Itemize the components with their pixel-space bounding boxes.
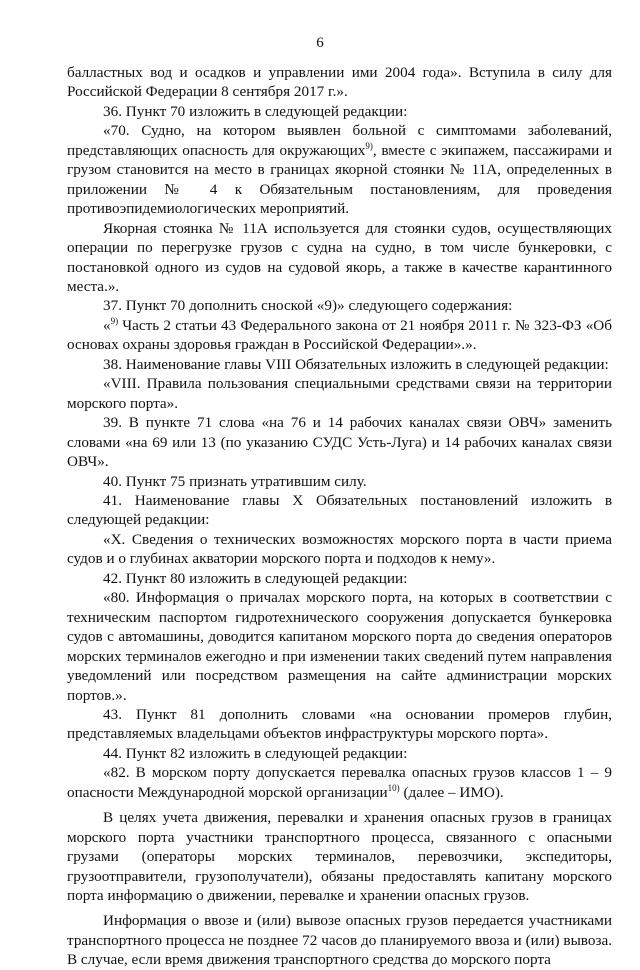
- paragraph-item-41: 41. Наименование главы X Обязательных постановлений изложить в следующей редакции:: [67, 491, 612, 529]
- paragraph-1: балластных вод и осадков и управлении ими 2004 года». Вступила в силу для Российской Федерации 8 сентября 2017 г.».: [67, 64, 612, 101]
- paragraph-item-42: 42. Пункт 80 изложить в следующей редакции:: [103, 569, 408, 587]
- paragraph-point-70: [67, 121, 612, 218]
- paragraph-point-80: «80. Информация о причалах морского порта, на которых в соответствии с техническим паспортом гидротехнического сооружения допускается бункеровка судов с автомашины, доводится капитаном морского порта до сведения операторов морских терминалов ежегодно и при изменении таких сведений путем направления уведомлений или посредством размещения на сайте администрации морских портов.».: [67, 589, 612, 704]
- point-82-text-before: «82. В морском порту допускается перевалка опасных грузов классов 1 – 9 опасности Международной морской организации: [67, 764, 612, 801]
- footnote-ref-9: 9): [365, 140, 373, 151]
- paragraph-item-43: 43. Пункт 81 дополнить словами «на основании промеров глубин, представляемых владельцами объектов инфраструктуры морского порта».: [67, 705, 612, 743]
- paragraph-import-export-info: Информация о ввозе и (или) вывозе опасных грузов передается участниками транспортного процесса не позднее 72 часов до планируемого ввоза и (или) вывоза. В случае, если время движения транспортного средства до морского порта: [67, 912, 612, 969]
- footnote-mark-9: 9): [110, 315, 119, 326]
- footnote-9-text-before: «: [103, 316, 111, 334]
- point-70-text-after: , вместе с экипажем, пассажирами и грузом становится на место в границах якорной стоянки № 11А, определенных в приложении № 4 к Обязательным постановлениям, для проведения противоэпидемиологических мероприятий.: [67, 141, 613, 218]
- paragraph-item-37: 37. Пункт 70 дополнить сноской «9)» следующего содержания:: [103, 297, 513, 315]
- paragraph-item-39: 39. В пункте 71 слова «на 76 и 14 рабочих каналах связи ОВЧ» заменить словами «на 69 или 13 (по указанию СУДС Усть-Луга) и 14 рабочих каналах связи ОВЧ».: [67, 414, 612, 471]
- paragraph-footnote-9: [67, 316, 612, 355]
- point-70-text-before: «70. Судно, на котором выявлен больной с симптомами заболеваний, представляющих опасность для окружающих: [67, 122, 612, 159]
- paragraph-item-40: 40. Пункт 75 признать утратившим силу.: [103, 472, 367, 490]
- paragraph-chapter-10: «X. Сведения о технических возможностях морского порта в части приема судов и о глубинах акватории морского порта и подходов к нему».: [67, 530, 612, 568]
- paragraph-point-82: [67, 763, 612, 802]
- footnote-ref-10: 10): [387, 782, 400, 793]
- paragraph-item-36: 36. Пункт 70 изложить в следующей редакции:: [103, 102, 408, 120]
- paragraph-anchorage: Якорная стоянка № 11А используется для стоянки судов, осуществляющих операции по перегрузке грузов с судна на судно, в том числе бункеровки, с постановкой одного из судов на судовой якорь, а также в качестве карантинного места.».: [67, 219, 612, 295]
- paragraph-chapter-8: «VIII. Правила пользования специальными средствами связи на территории морского порта».: [67, 375, 612, 412]
- paragraph-item-44: 44. Пункт 82 изложить в следующей редакции:: [103, 744, 408, 762]
- paragraph-item-38: 38. Наименование главы VIII Обязательных изложить в следующей редакции:: [103, 355, 609, 373]
- footnote-9-text-after: Часть 2 статьи 43 Федерального закона от 21 ноября 2011 г. № 323-ФЗ «Об основах охраны здоровья граждан в Российской Федерации».».: [67, 316, 612, 354]
- paragraph-dangerous-cargo-tracking: В целях учета движения, перевалки и хранения опасных грузов в границах морского порта участники транспортного процесса, связанного с опасными грузами (операторы морских терминалов, перевозчики, экспедиторы, грузоотправители, грузополучатели), обязаны предоставлять капитану морского порта информацию о движении, перевалке и хранении опасных грузов.: [67, 809, 612, 905]
- point-82-text-after: (далее – ИМО).: [399, 783, 504, 801]
- page-number: 6: [316, 35, 324, 51]
- document-body: [67, 63, 612, 970]
